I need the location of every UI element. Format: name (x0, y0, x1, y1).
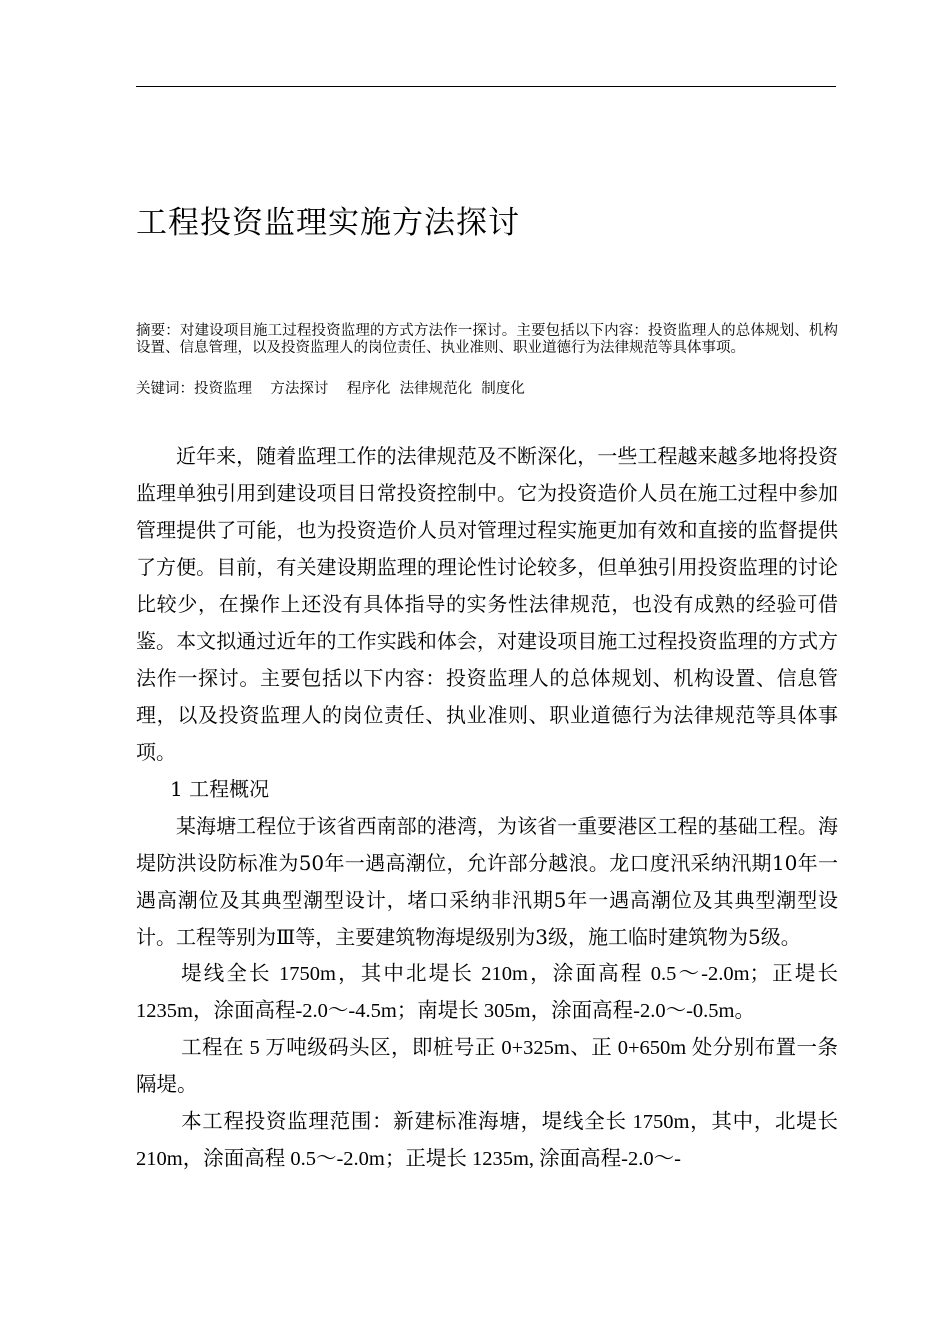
intro-paragraph: 近年来，随着监理工作的法律规范及不断深化，一些工程越来越多地将投资监理单独引用到建设项目日常投资控制中。它为投资造价人员在施工过程中参加管理提供了可能，也为投资造价人员对管理过程实施更加有效和直接的监督提供了方便。目前，有关建设期监理的理论性讨论较多，但单独引用投资监理的讨论比较少，在操作上还没有具体指导的实务性法律规范，也没有成熟的经验可借鉴。本文拟通过近年的工作实践和体会，对建设项目施工过程投资监理的方式方法作一探讨。主要包括以下内容：投资监理人的总体规划、机构设置、信息管理，以及投资监理人的岗位责任、执业准则、职业道德行为法律规范等具体事项。 (136, 444, 838, 764)
header-rule (136, 86, 836, 87)
embankment-paragraph: 堤线全长 1750m，其中北堤长 210m，涂面高程 0.5～-2.0m；正堤长 1235m，涂面高程-2.0～-4.5m；南堤长 305m，涂面高程-2.0～-0.5m。 (136, 963, 838, 1022)
document-title: 工程投资监理实施方法探讨 (136, 205, 520, 241)
section-heading: 1 工程概况 (170, 777, 270, 801)
partition-paragraph: 工程在 5 万吨级码头区，即桩号正 0+325m、正 0+650m 处分别布置一条隔堤。 (136, 1037, 838, 1096)
scope-paragraph: 本工程投资监理范围：新建标准海塘，堤线全长 1750m，其中，北堤长 210m，涂面高程 0.5～-2.0m；正堤长 1235m, 涂面高程-2.0～- (136, 1111, 838, 1170)
document-body (136, 438, 838, 1178)
keywords: 关键词：投资监理 方法探讨 程序化 法律规范化 制度化 (136, 381, 525, 397)
overview-paragraph: 某海塘工程位于该省西南部的港湾，为该省一重要港区工程的基础工程。海堤防洪设防标准为50年一遇高潮位，允许部分越浪。龙口度汛采纳汛期10年一遇高潮位及其典型潮型设计，堵口采纳非汛期5年一遇高潮位及其典型潮型设计。工程等别为Ⅲ等，主要建筑物海堤级别为3级，施工临时建筑物为5级。 (136, 814, 838, 949)
abstract: 摘要：对建设项目施工过程投资监理的方式方法作一探讨。主要包括以下内容：投资监理人的总体规划、机构设置、信息管理，以及投资监理人的岗位责任、执业准则、职业道德行为法律规范等具体事项。 (136, 323, 838, 356)
